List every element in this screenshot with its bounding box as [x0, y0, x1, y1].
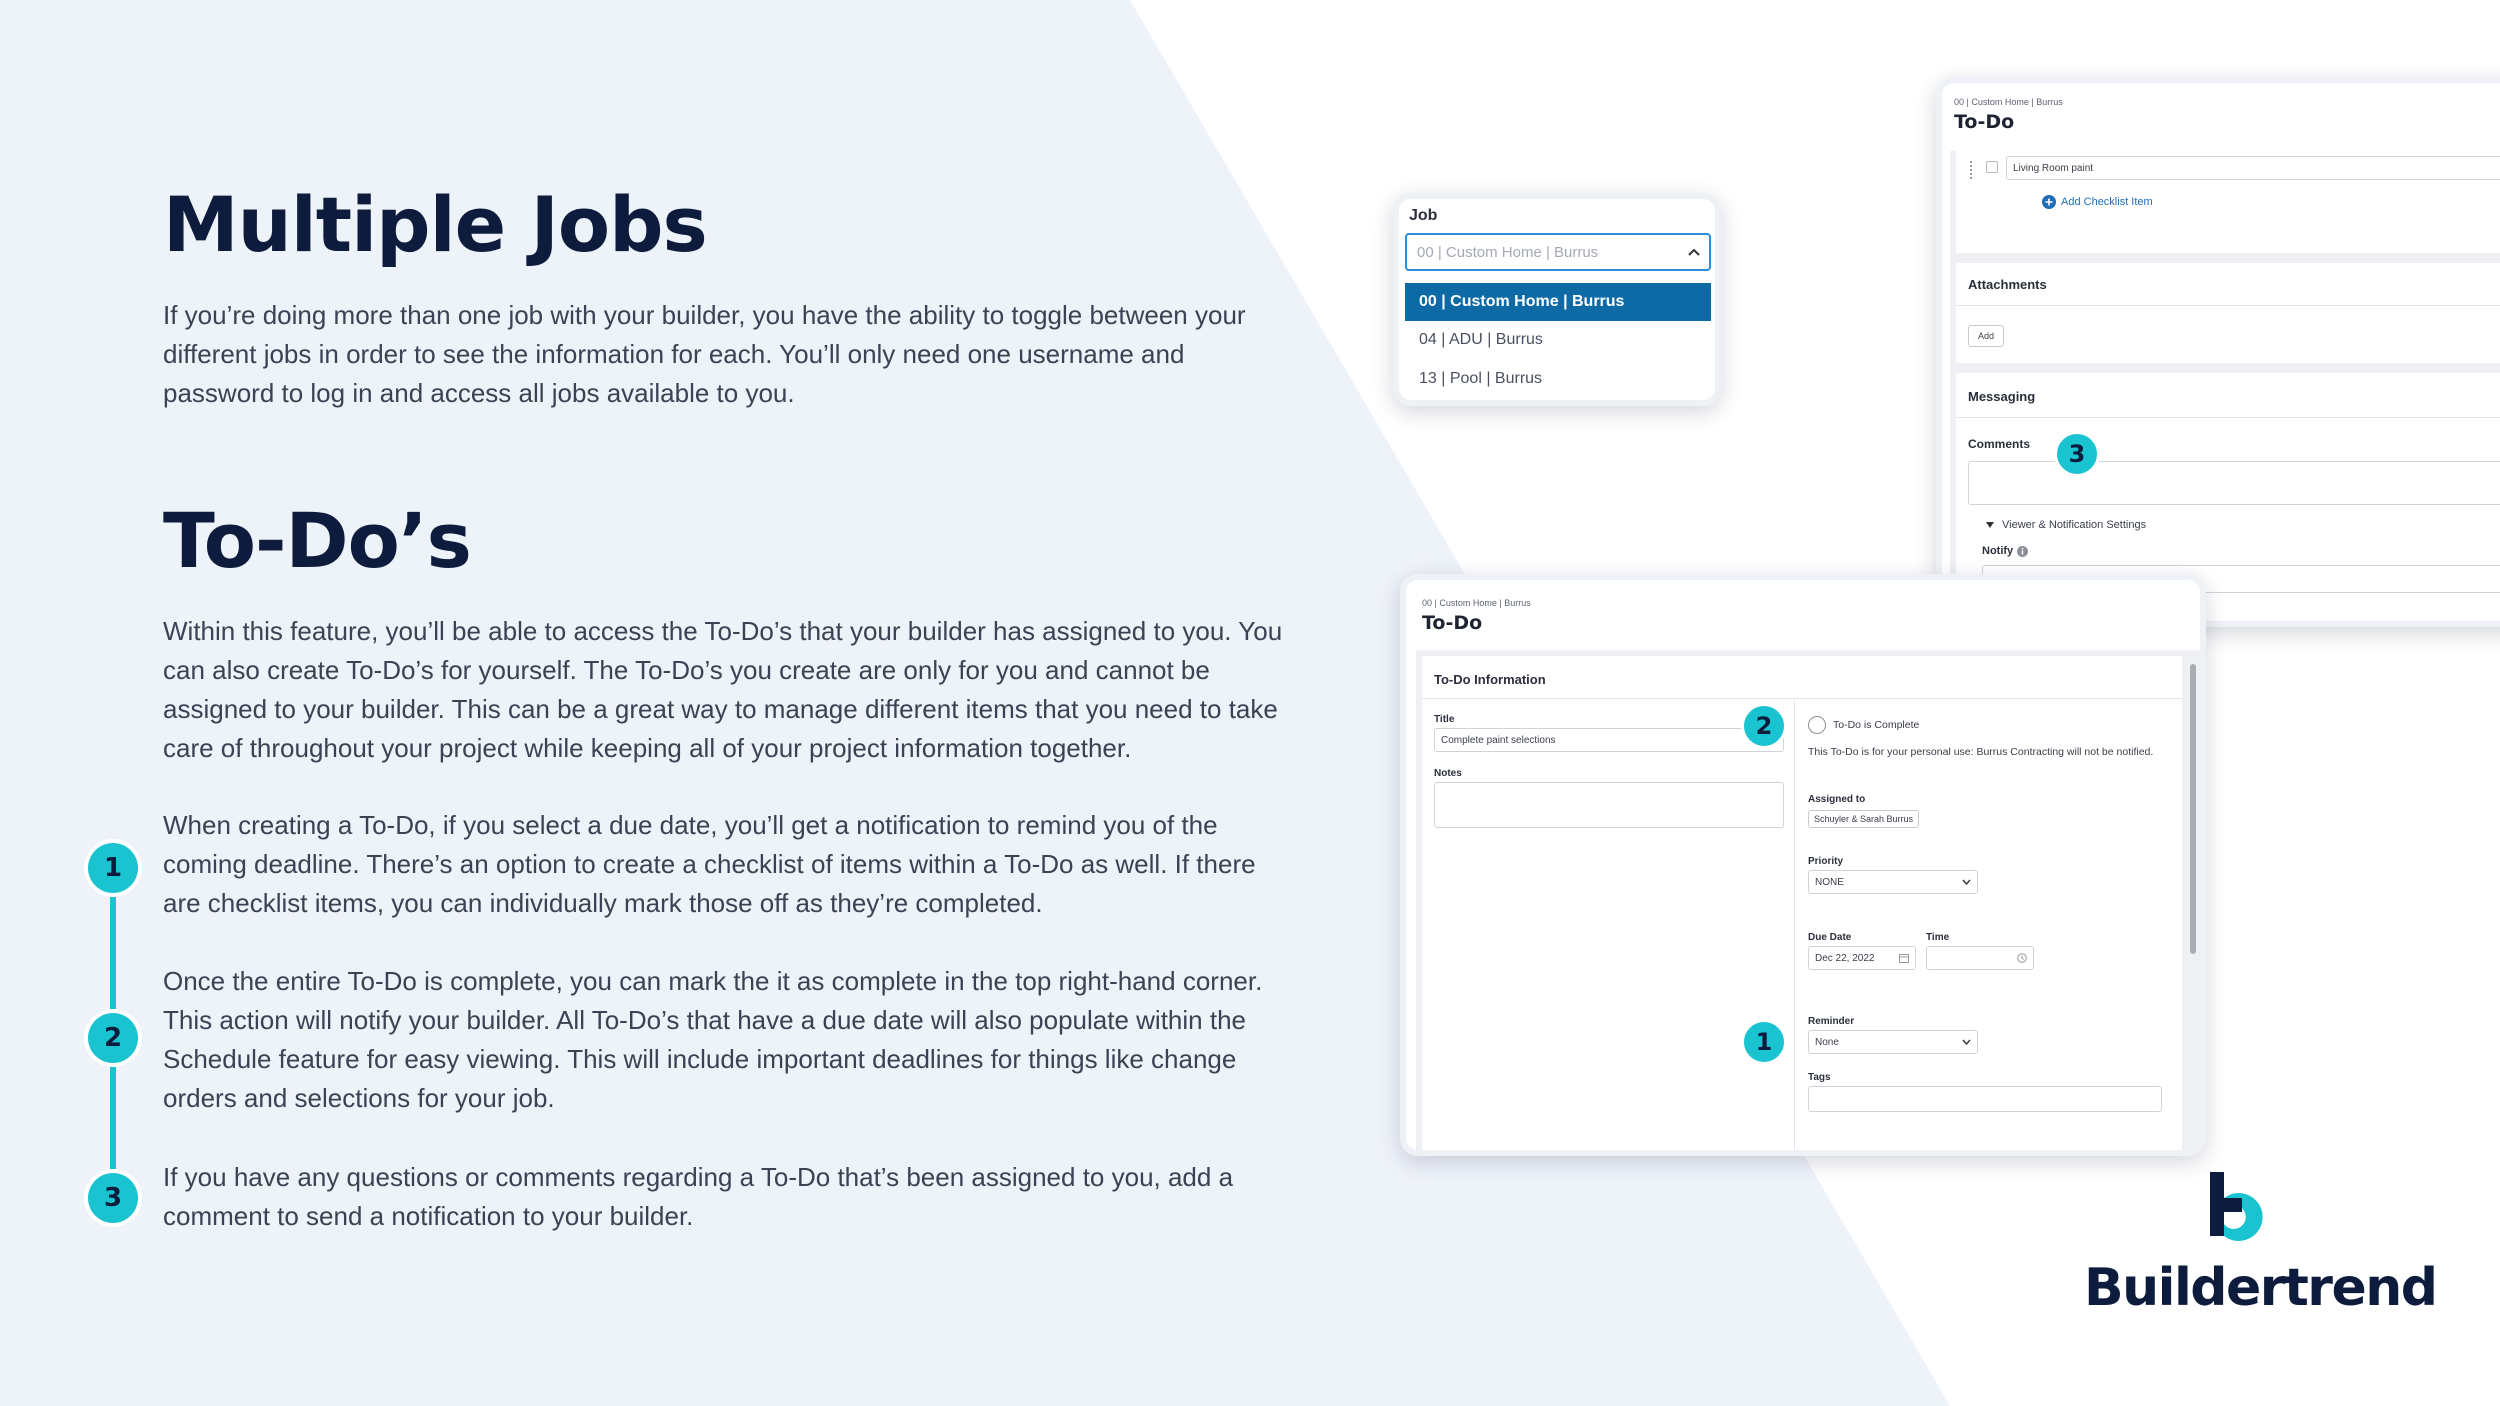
viewer-settings-toggle[interactable] [1986, 519, 2146, 531]
notify-label: Notify [1982, 545, 2014, 557]
chevron-down-icon [1962, 879, 1971, 885]
time-input[interactable] [1926, 946, 2034, 970]
messaging-heading: Messaging [1968, 389, 2036, 404]
due-date-value: Dec 22, 2022 [1815, 952, 1875, 964]
comments-input[interactable] [1968, 461, 2500, 505]
divider [1956, 417, 2500, 418]
priority-select[interactable] [1808, 870, 1978, 894]
page-title: To-Do [1954, 111, 2015, 133]
calendar-icon [1899, 953, 1909, 963]
notify-row [1982, 545, 2028, 557]
add-checklist-item-label: Add Checklist Item [2061, 196, 2153, 208]
checklist-checkbox[interactable] [1986, 161, 1998, 173]
job-select-placeholder: 00 | Custom Home | Burrus [1417, 244, 1599, 261]
drag-handle-icon[interactable] [1970, 161, 1973, 179]
scrollbar[interactable] [2188, 656, 2198, 1156]
personal-use-note: This To-Do is for your personal use: Burrus Contracting will not be notified. [1808, 746, 2154, 758]
assigned-to-label: Assigned to [1808, 794, 1866, 805]
multiple-jobs-body: If you’re doing more than one job with your builder, you have the ability to toggle between your different jobs in order to see the information for each. You’ll only need one username and password to log in and access all jobs available to you. [163, 300, 1246, 408]
todos-intro: Within this feature, you’ll be able to access the To-Do’s that your builder has assigned to you. You can also create To-Do’s for yourself. The To-Do’s you create are only for you and cannot be assigned to your builder. This can be a great way to manage different items that you need to take care of throughout your project while keeping all of your project information together. [163, 616, 1283, 763]
priority-label: Priority [1808, 856, 1844, 867]
checklist-panel [1956, 151, 2500, 253]
todo-form-screenshot [1400, 574, 2206, 1156]
priority-value: NONE [1815, 876, 1844, 888]
notes-label: Notes [1434, 768, 1462, 779]
title-label: Title [1434, 714, 1455, 725]
chevron-up-icon [1687, 247, 1701, 257]
todo-complete-toggle[interactable] [1808, 716, 1919, 734]
comments-label: Comments [1968, 437, 2031, 451]
comments-callout-badge: 3 [2054, 431, 2100, 477]
todo-detail-screenshot [1936, 77, 2500, 627]
notes-input[interactable] [1434, 782, 1784, 828]
reminder-callout-badge: 1 [1741, 1019, 1787, 1065]
complete-callout-badge: 2 [1741, 703, 1787, 749]
job-select[interactable] [1405, 233, 1711, 271]
add-checklist-item-link[interactable] [2042, 195, 2153, 209]
due-date-input[interactable] [1808, 946, 1916, 970]
job-option[interactable]: 13 | Pool | Burrus [1419, 370, 1543, 387]
attachments-panel [1956, 263, 2500, 363]
clock-icon [2017, 953, 2027, 963]
job-dropdown-screenshot [1393, 193, 1721, 406]
step-2-badge: 2 [88, 1013, 138, 1063]
add-attachment-button[interactable]: Add [1968, 325, 2004, 347]
todo-information-heading: To-Do Information [1434, 672, 1546, 687]
job-option[interactable]: 00 | Custom Home | Burrus [1405, 283, 1711, 321]
attachments-heading: Attachments [1968, 277, 2047, 292]
job-label: Job [1409, 207, 1438, 224]
reminder-select[interactable] [1808, 1030, 1978, 1054]
scrollbar-thumb[interactable] [2190, 664, 2196, 954]
step-1-text: When creating a To-Do, if you select a due date, you’ll get a notification to remind you of the coming deadline. There’s an option to create a checklist of items within a To-Do as well. If there are checklist items, you can individually mark those off as they’re completed. [163, 810, 1256, 918]
reminder-label: Reminder [1808, 1016, 1855, 1027]
form-body [1416, 650, 2206, 1156]
step-3-badge: 3 [88, 1173, 138, 1223]
info-icon[interactable] [2017, 546, 2028, 557]
breadcrumb: 00 | Custom Home | Burrus [1422, 598, 1531, 608]
tags-input[interactable] [1808, 1086, 2162, 1112]
chevron-down-icon [1962, 1039, 1971, 1045]
page-title: To-Do [1422, 612, 1483, 634]
buildertrend-wordmark: Buildertrend [2084, 1258, 2437, 1318]
todo-information-panel [1422, 656, 2182, 1156]
complete-radio[interactable] [1808, 716, 1826, 734]
step-3-text: If you have any questions or comments regarding a To-Do that’s been assigned to you, add a comment to send a notification to your builder. [163, 1162, 1234, 1231]
due-date-label: Due Date [1808, 932, 1852, 943]
assignee-tag[interactable]: Schuyler & Sarah Burrus [1808, 810, 1919, 828]
tags-label: Tags [1808, 1072, 1831, 1083]
caret-down-icon [1986, 522, 1994, 528]
column-divider [1794, 698, 1795, 1156]
step-2-text: Once the entire To-Do is complete, you can mark the it as complete in the top right-hand corner. This action will notify your builder. All To-Do’s that have a due date will also populate within the Schedule feature for easy viewing. This will include important deadlines for things like change orders and selections for your job. [163, 966, 1263, 1113]
divider [1422, 698, 2182, 699]
time-label: Time [1926, 932, 1950, 943]
reminder-value: None [1815, 1036, 1839, 1048]
buildertrend-logo-icon [2208, 1168, 2276, 1254]
todo-complete-label: To-Do is Complete [1833, 719, 1920, 731]
job-option[interactable]: 04 | ADU | Burrus [1419, 331, 1543, 348]
title-input[interactable]: Complete paint selections [1434, 728, 1784, 752]
breadcrumb: 00 | Custom Home | Burrus [1954, 97, 2063, 107]
checklist-item-input[interactable]: Living Room paint [2006, 156, 2500, 180]
plus-circle-icon [2042, 195, 2056, 209]
todos-heading: To-Do’s [163, 496, 471, 585]
multiple-jobs-heading: Multiple Jobs [163, 180, 707, 269]
step-1-badge: 1 [88, 843, 138, 893]
divider [1956, 305, 2500, 306]
content-area [1950, 151, 2500, 621]
viewer-settings-label: Viewer & Notification Settings [2002, 519, 2147, 531]
